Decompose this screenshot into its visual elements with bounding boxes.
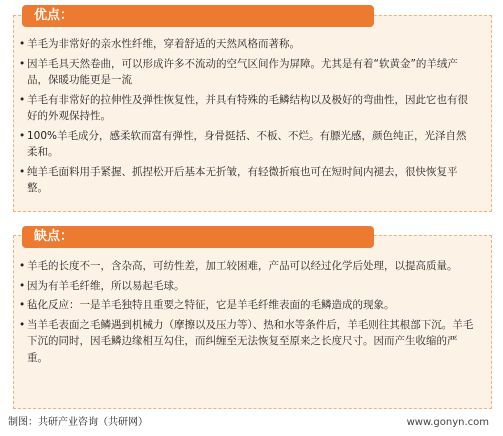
site-watermark: www.gonyn.com — [406, 417, 489, 428]
bullet: • — [19, 279, 26, 292]
pros-list — [14, 16, 491, 197]
pros-header: 优点： — [22, 5, 374, 27]
list-item: • 羊毛为非常好的亲水性纤维，穿着舒适的天然风格而著称。 — [14, 36, 491, 53]
source-caption: 制图：共研产业咨询（共研网） — [8, 417, 148, 428]
list-item: • 羊毛的长度不一，含杂高，可纺性差，加工较困难，产品可以经过化学后处理，以提高质量。 — [14, 258, 491, 275]
bullet: • — [19, 57, 26, 70]
bullet: • — [19, 165, 26, 178]
list-item: • 因为有羊毛纤维，所以易起毛球。 — [14, 278, 491, 295]
list-item: • 因羊毛具天然卷曲，可以形成许多不流动的空气区间作为屏障。尤其是有着“软黄金”的羊绒产品，保暖功能更是一流 — [19, 57, 458, 86]
bullet: • — [19, 318, 26, 331]
list-item: • 100%羊毛成分，感柔软而富有弹性，身骨挺括、不板、不烂。有膘光感，颜色纯正，光泽自然柔和。 — [19, 129, 467, 158]
list-item: • 羊毛有非常好的拉伸性及弹性恢复性，并具有特殊的毛鳞结构以及极好的弯曲性，因此它也有很好的外观保持性。 — [19, 93, 468, 122]
cons-header: 缺点： — [22, 226, 374, 248]
bullet: • — [19, 299, 26, 311]
bullet: • — [19, 38, 26, 50]
bullet: • — [19, 260, 26, 272]
list-item: • 毡化反应：一是羊毛独特且重要之特征，它是羊毛纤维表面的毛鳞造成的现象。 — [14, 297, 491, 314]
bullet: • — [19, 93, 26, 106]
list-item: • 当羊毛表面之毛鳞遇到机械力（摩擦以及压力等）、热和水等条件后，羊毛则往其根部下沉。羊毛下沉的同时，因毛鳞边缘相互勾住，而纠缠至无法恢复至原来之长度尺寸。因而产生收缩的严重。 — [19, 318, 474, 364]
list-item: • 纯羊毛面料用手紧握、抓捏松开后基本无折皱，有轻微折痕也可在短时间内褪去，很快恢复平整。 — [19, 165, 458, 194]
cons-list — [14, 236, 491, 366]
bullet: • — [19, 129, 26, 142]
pros-panel — [13, 15, 492, 212]
cons-panel — [13, 235, 492, 409]
footer — [8, 416, 495, 430]
